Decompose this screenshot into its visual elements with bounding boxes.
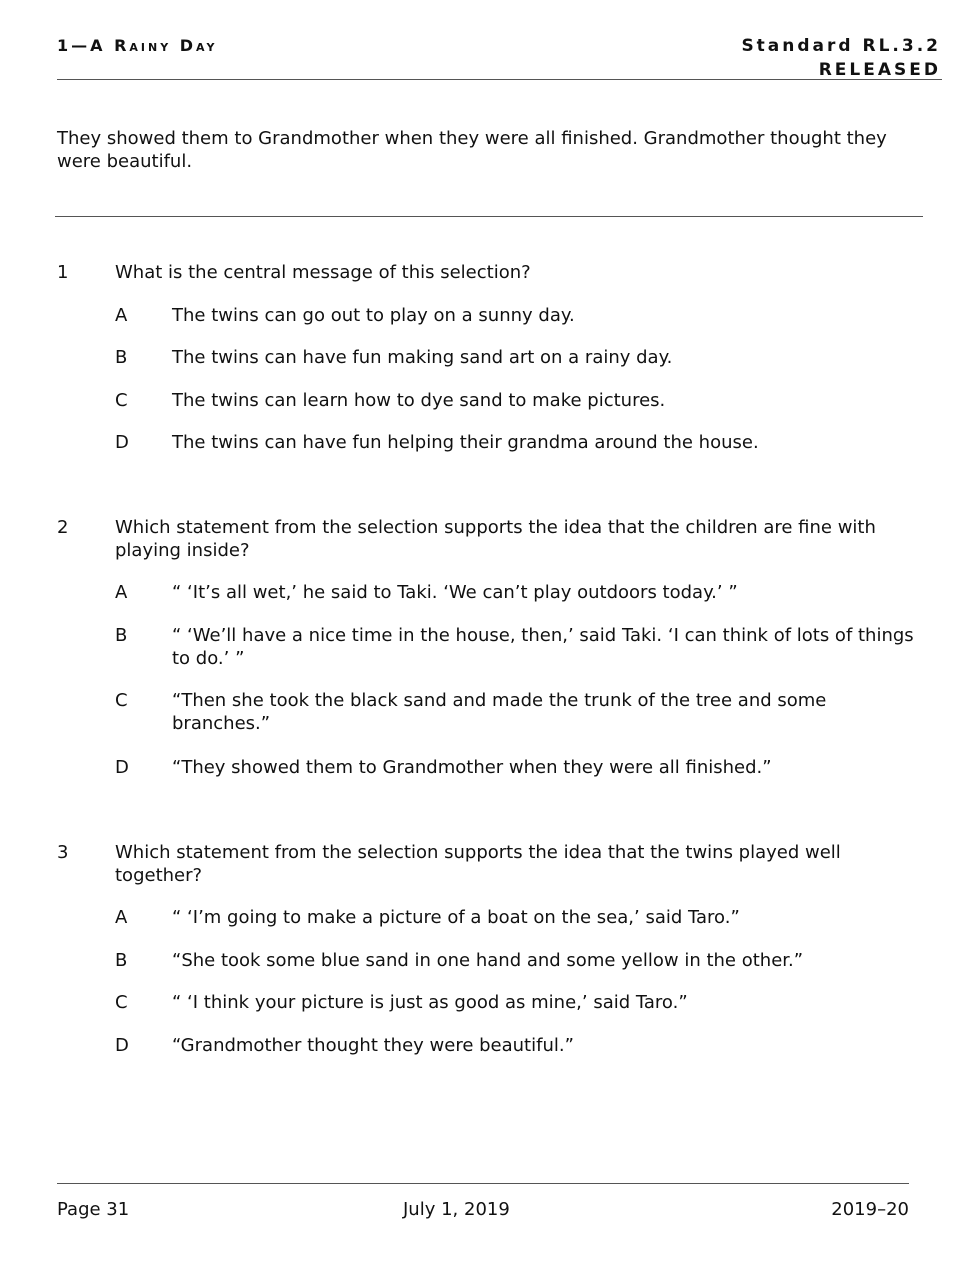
option-text: The twins can have fun making sand art on a rainy day.	[172, 347, 673, 368]
option-letter: A	[115, 907, 128, 928]
option-letter: B	[115, 625, 128, 646]
option-letter: B	[115, 950, 128, 971]
option-letter: D	[115, 432, 129, 453]
question-number: 1	[57, 262, 69, 283]
option-text: “They showed them to Grandmother when they were all finished.”	[172, 757, 772, 778]
option-letter: B	[115, 347, 128, 368]
option-letter: D	[115, 757, 129, 778]
option-letter: A	[115, 582, 128, 603]
option-letter: C	[115, 690, 128, 711]
option-letter: C	[115, 390, 128, 411]
question-stem: Which statement from the selection supports the idea that the twins played well together?	[115, 842, 841, 886]
question-stem: What is the central message of this selection?	[115, 262, 531, 283]
footer-date: July 1, 2019	[403, 1199, 510, 1220]
option-text: “ ‘It’s all wet,’ he said to Taki. ‘We can’t play outdoors today.’ ”	[172, 582, 738, 603]
option-text: The twins can have fun helping their grandma around the house.	[172, 432, 759, 453]
option-text: “ ‘We’ll have a nice time in the house, then,’ said Taki. ‘I can think of lots of things to do.’ ”	[172, 625, 914, 669]
option-text: “She took some blue sand in one hand and some yellow in the other.”	[172, 950, 804, 971]
header-standard-block	[741, 34, 941, 82]
option-text: “Then she took the black sand and made the trunk of the tree and some branches.”	[172, 690, 827, 734]
footer-page-number: Page 31	[57, 1199, 130, 1220]
header-title: 1—A Rainy Day	[57, 36, 218, 55]
option-text: The twins can learn how to dye sand to make pictures.	[172, 390, 666, 411]
footer-rule	[57, 1183, 909, 1184]
option-letter: C	[115, 992, 128, 1013]
option-letter: D	[115, 1035, 129, 1056]
option-text: “Grandmother thought they were beautiful.”	[172, 1035, 574, 1056]
option-text: The twins can go out to play on a sunny day.	[172, 305, 575, 326]
option-text: “ ‘I’m going to make a picture of a boat on the sea,’ said Taro.”	[172, 907, 740, 928]
option-letter: A	[115, 305, 128, 326]
question-stem: Which statement from the selection supports the idea that the children are fine with playing inside?	[115, 517, 876, 561]
question-number: 3	[57, 842, 69, 863]
header-rule	[57, 79, 942, 80]
header-standard: Standard RL.3.2	[741, 36, 941, 56]
passage-separator	[55, 216, 923, 217]
header-status: RELEASED	[818, 60, 941, 80]
passage-text: They showed them to Grandmother when they were all finished. Grandmother thought they were beautiful.	[57, 128, 887, 172]
option-text: “ ‘I think your picture is just as good as mine,’ said Taro.”	[172, 992, 688, 1013]
footer-year: 2019–20	[831, 1199, 909, 1220]
question-number: 2	[57, 517, 69, 538]
